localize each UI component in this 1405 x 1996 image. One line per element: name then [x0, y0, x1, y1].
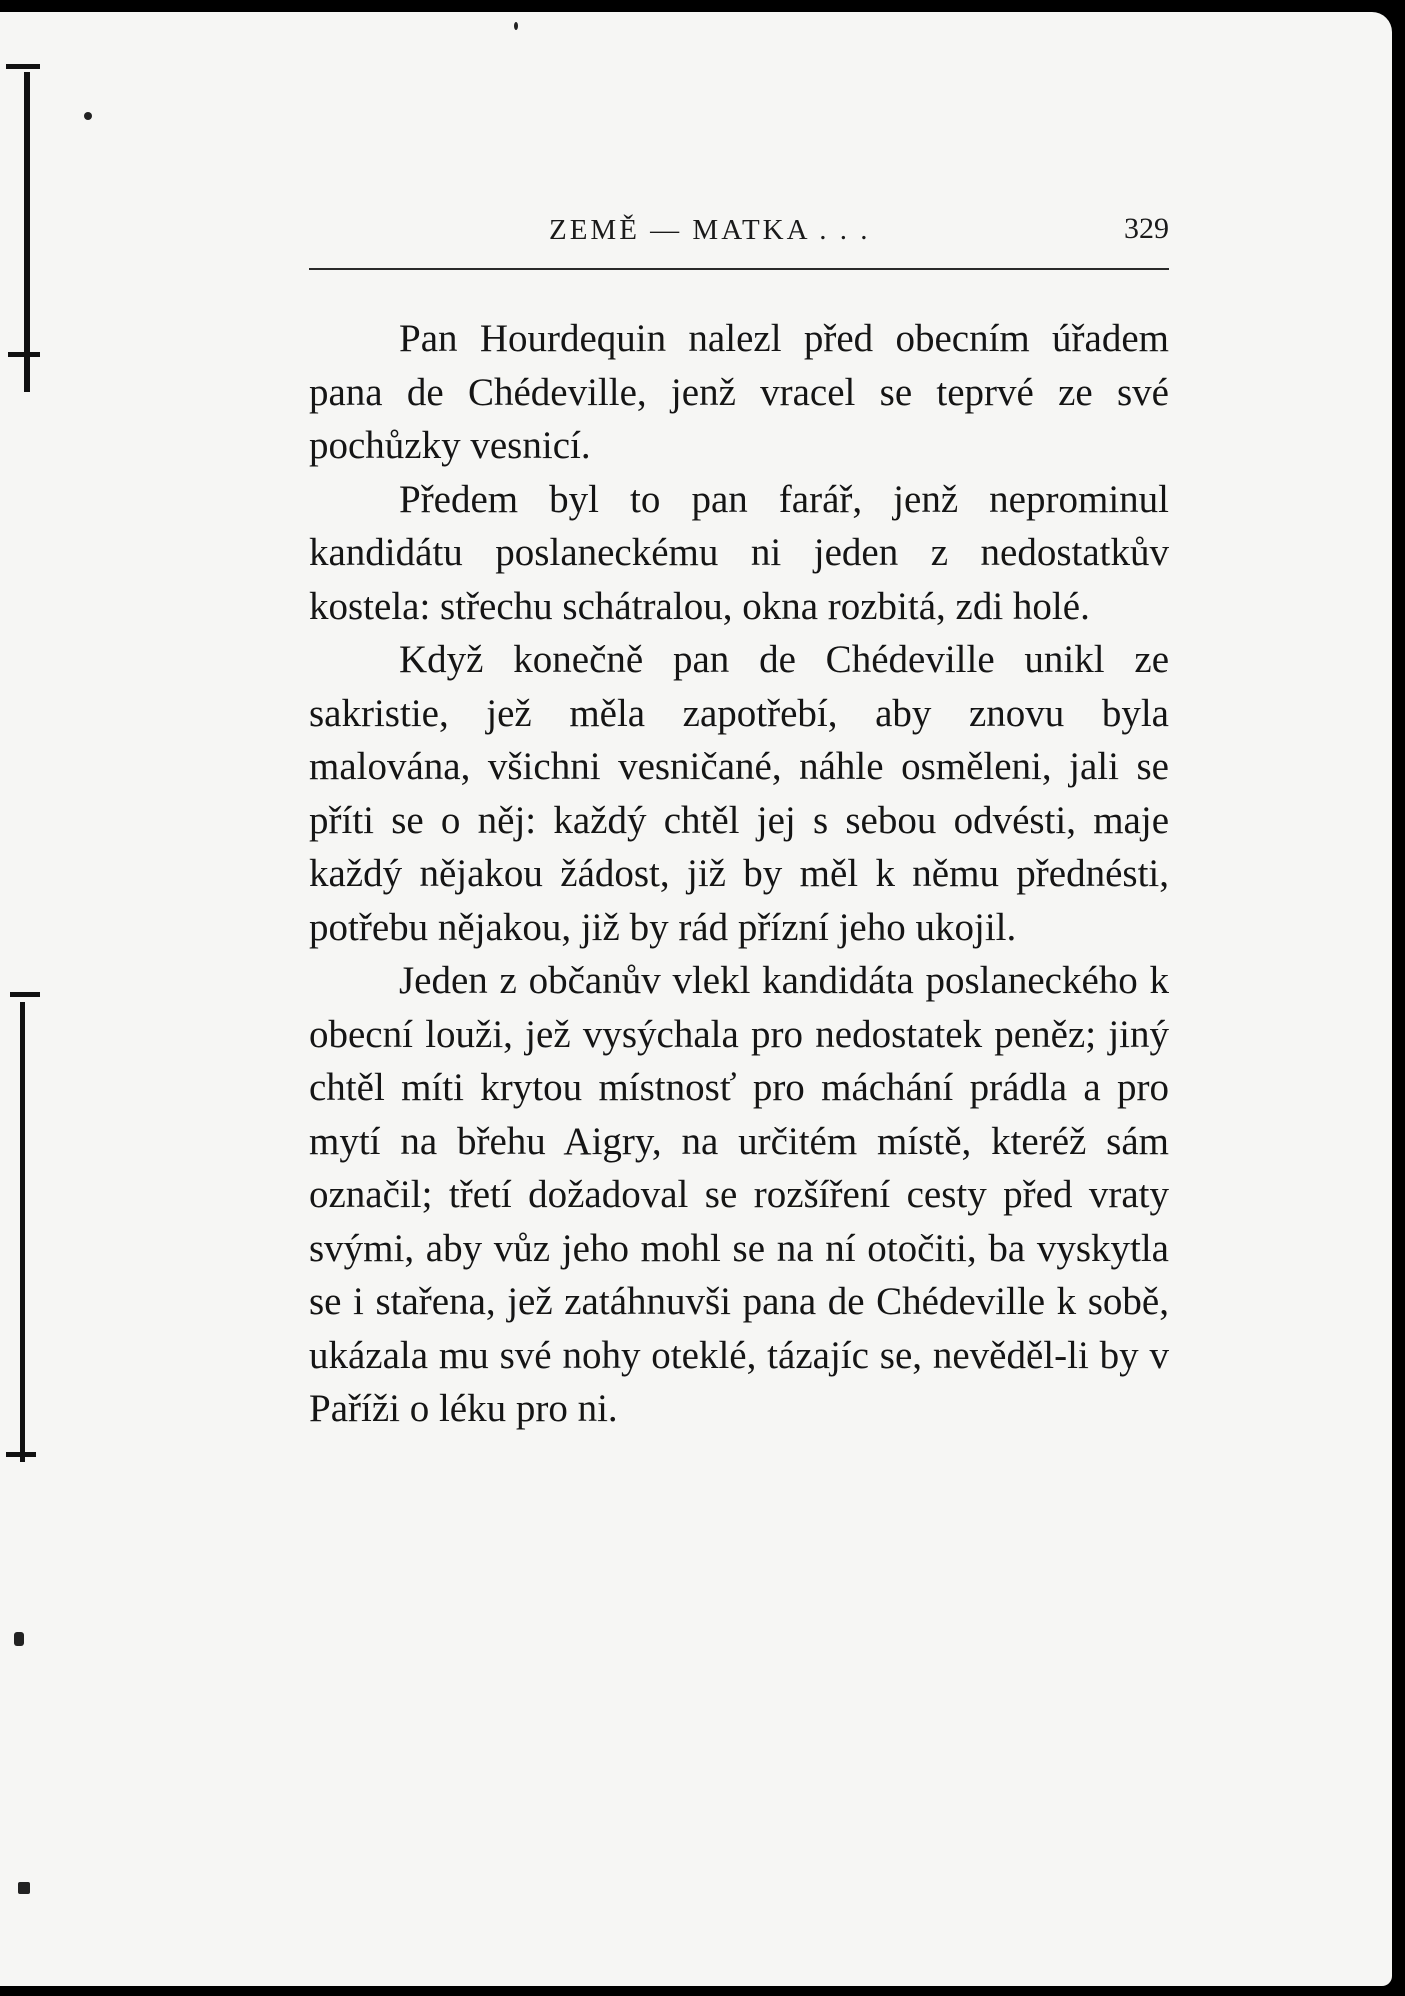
binding-tick	[6, 1452, 36, 1457]
ink-speck	[84, 112, 92, 120]
paragraph: Pan Hourdequin nalezl před obecním úřadem pana de Chédeville, jenž vracel se teprvé ze své pochůzky vesnicí.	[309, 317, 1169, 467]
binding-mark	[24, 72, 30, 392]
ink-speck	[514, 22, 518, 30]
binding-edge	[0, 12, 60, 1986]
paragraph: Jeden z občanův vlekl kandidáta poslaneckého k obecní louži, jež vysýchala pro nedostatek peněz; jiný chtěl míti krytou místnosť pro máchání prádla a pro mytí na břehu Aigry, na určitém místě, kteréž sám označil; třetí dožadoval se rozšíření cesty před vraty svými, aby vůz jeho mohl se na ní otočiti, ba vyskytla se i stařena, jež zatáhnuvši pana de Chédeville k sobě, ukázala mu své nohy oteklé, tázajíc se, nevěděl-li by v Paříži o léku pro ni.	[309, 959, 1169, 1430]
binding-mark	[20, 1002, 25, 1462]
chapter-title: ZEMĚ — MATKA . . .	[549, 214, 871, 246]
paragraph: Když konečně pan de Chédeville unikl ze sakristie, jež měla zapotřebí, aby znovu byla malována, všichni vesničané, náhle osměleni, jali se příti se o něj: každý chtěl jej s sebou odvésti, maje každý nějakou žádost, již by měl k němu přednésti, potřebu nějakou, již by rád přízní jeho ukojil.	[309, 638, 1169, 949]
book-page	[0, 12, 1392, 1986]
binding-tick	[8, 352, 40, 357]
body-text	[309, 312, 1169, 1436]
paragraph: Předem byl to pan farář, jenž neprominul kandidátu poslaneckému ni jeden z nedostatkův kostela: střechu schátralou, okna rozbitá, zdi holé.	[309, 477, 1169, 628]
binding-tick	[6, 64, 40, 69]
ink-speck	[18, 1882, 30, 1894]
ink-speck	[14, 1632, 24, 1646]
page-number: 329	[1124, 212, 1169, 245]
running-head	[309, 204, 1169, 270]
binding-tick	[10, 992, 40, 997]
